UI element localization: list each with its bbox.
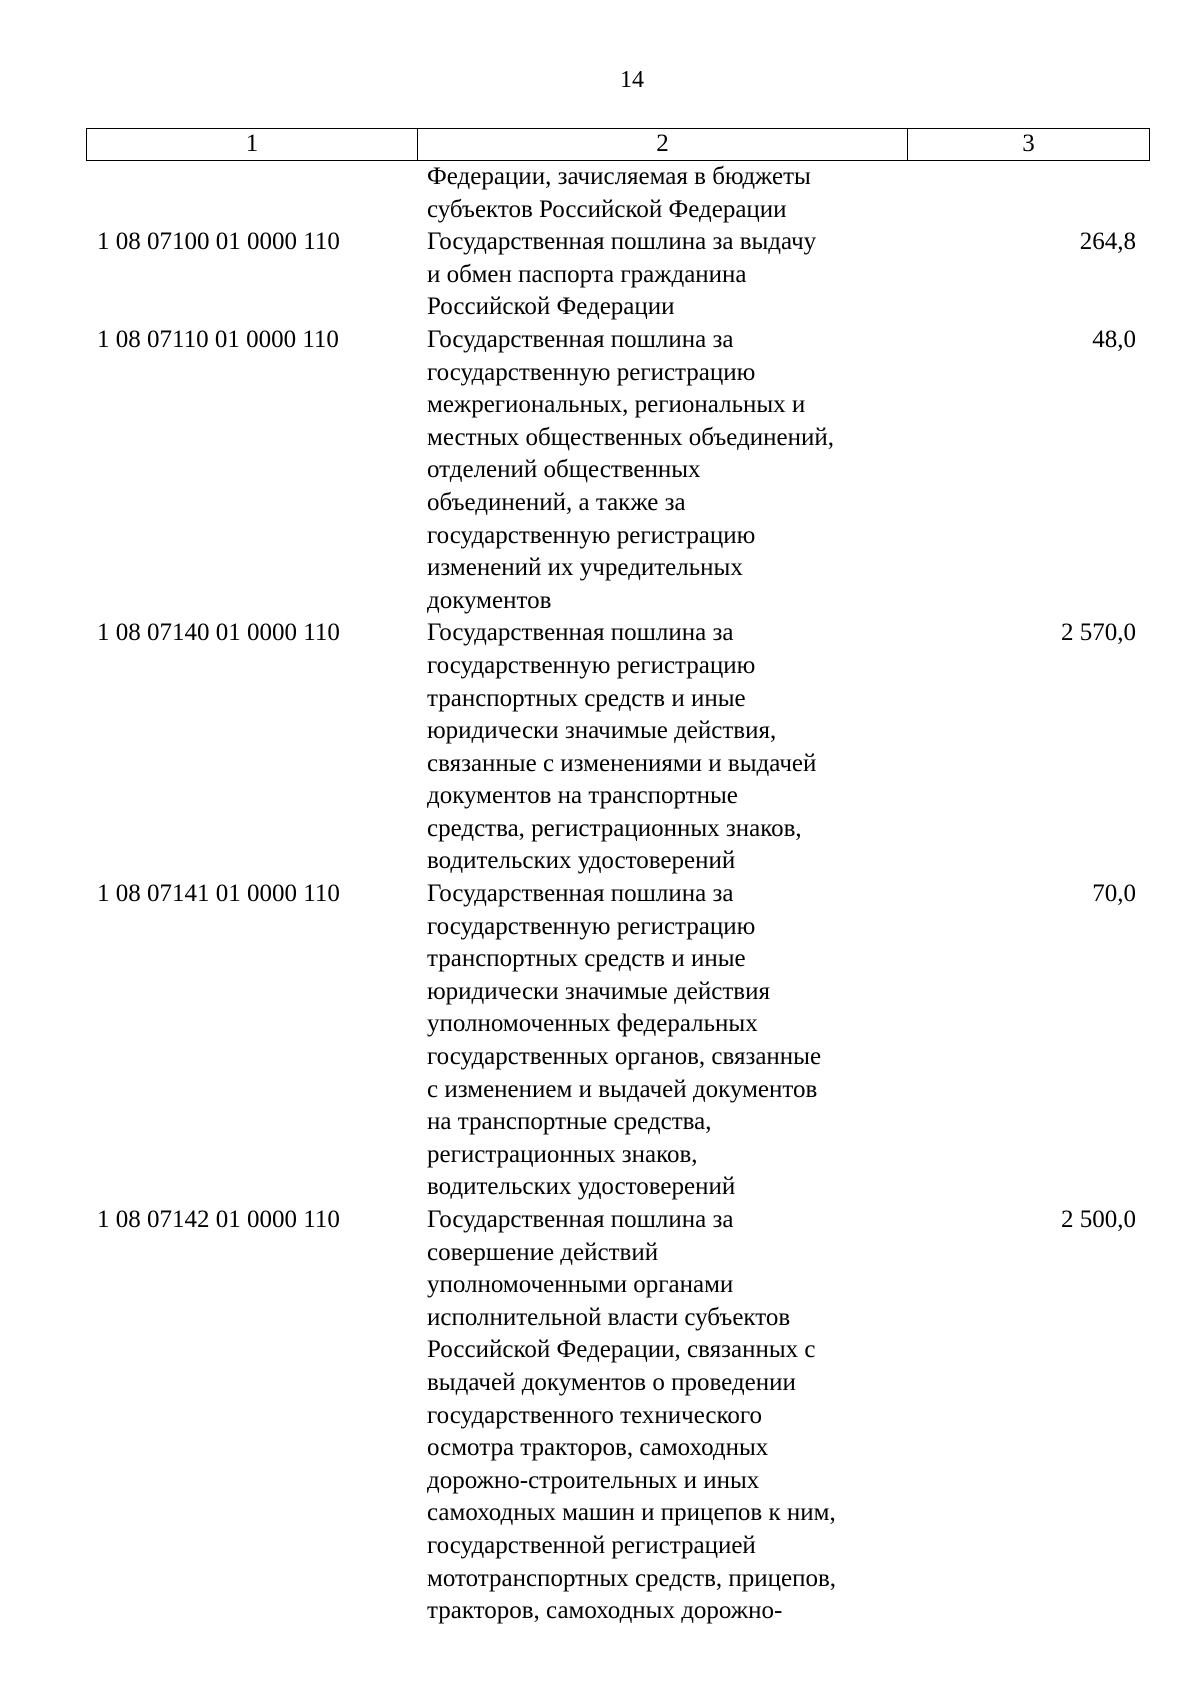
- description-line: Государственная пошлина за: [427, 619, 734, 647]
- table-row: [0, 617, 1200, 878]
- description-line: мототранспортных средств, прицепов,: [427, 1564, 837, 1592]
- description-line: межрегиональных, региональных и: [427, 391, 806, 419]
- description-line: совершение действий: [427, 1238, 659, 1266]
- description-line: юридически значимые действия: [427, 977, 770, 1005]
- table-body: [0, 161, 1200, 1628]
- table-header-row: [86, 128, 1150, 161]
- column-header-3: 3: [1022, 130, 1035, 157]
- budget-code: 1 08 07100 01 0000 110: [97, 228, 340, 256]
- amount-value: 2 500,0: [1061, 1206, 1136, 1233]
- revenue-description: [427, 226, 897, 324]
- description-line: регистрационных знаков,: [427, 1140, 698, 1168]
- description-line: отделений общественных: [427, 456, 701, 484]
- description-line: государственную регистрацию: [427, 358, 756, 386]
- description-line: документов на транспортные: [427, 782, 738, 810]
- description-line: документов: [427, 586, 552, 614]
- description-line: уполномоченными органами: [427, 1271, 734, 1299]
- description-line: государственного технического: [427, 1401, 763, 1429]
- description-line: Государственная пошлина за: [427, 880, 734, 908]
- description-line: и обмен паспорта гражданина: [427, 260, 747, 288]
- budget-code: 1 08 07110 01 0000 110: [97, 325, 339, 353]
- budget-code: 1 08 07140 01 0000 110: [97, 619, 340, 647]
- description-line: транспортных средств и иные: [427, 945, 746, 973]
- description-line: связанные с изменениями и выдачей: [427, 749, 817, 777]
- amount-value: 70,0: [1092, 880, 1136, 908]
- description-line: субъектов Российской Федерации: [427, 195, 787, 223]
- budget-code: 1 08 07141 01 0000 110: [97, 880, 340, 908]
- description-line: водительских удостоверений: [427, 1173, 736, 1201]
- amount-value: 2 570,0: [1061, 619, 1136, 647]
- description-line: тракторов, самоходных дорожно-: [427, 1597, 783, 1625]
- description-line: транспортных средств и иные: [427, 684, 746, 712]
- description-line: на транспортные средства,: [427, 1108, 712, 1136]
- revenue-description: [427, 324, 897, 617]
- description-line: государственных органов, связанные: [427, 1043, 822, 1071]
- description-line: объединений, а также за: [427, 488, 686, 516]
- description-line: с изменением и выдачей документов: [427, 1075, 818, 1103]
- description-line: изменений их учредительных: [427, 554, 743, 582]
- column-header-1: 1: [87, 129, 418, 160]
- page-number: 14: [620, 67, 644, 93]
- revenue-description: [427, 161, 897, 226]
- description-line: выдачей документов о проведении: [427, 1368, 796, 1396]
- description-line: средства, регистрационных знаков,: [427, 814, 802, 842]
- table-row: [0, 161, 1200, 226]
- description-line: осмотра тракторов, самоходных: [427, 1434, 769, 1462]
- description-line: государственной регистрацией: [427, 1531, 756, 1559]
- amount-value: 48,0: [1092, 325, 1136, 353]
- table-row: [0, 1204, 1200, 1628]
- description-line: государственную регистрацию: [427, 912, 756, 940]
- revenue-description: [427, 878, 897, 1204]
- description-line: Российской Федерации, связанных с: [427, 1336, 816, 1364]
- description-line: Государственная пошлина за: [427, 1206, 734, 1233]
- description-line: государственную регистрацию: [427, 651, 756, 679]
- description-line: государственную регистрацию: [427, 521, 756, 549]
- description-line: исполнительной власти субъектов: [427, 1303, 791, 1331]
- description-line: уполномоченных федеральных: [427, 1010, 758, 1038]
- description-line: самоходных машин и прицепов к ним,: [427, 1499, 836, 1527]
- revenue-description: [427, 617, 897, 878]
- table-row: [0, 324, 1200, 617]
- description-line: водительских удостоверений: [427, 847, 736, 875]
- description-line: Государственная пошлина за: [427, 325, 734, 353]
- description-line: юридически значимые действия,: [427, 717, 777, 745]
- table-row: [0, 226, 1200, 324]
- amount-value: 264,8: [1079, 228, 1136, 256]
- description-line: Государственная пошлина за выдачу: [427, 228, 817, 256]
- revenue-description: [427, 1204, 897, 1628]
- budget-code: 1 08 07142 01 0000 110: [97, 1206, 340, 1233]
- description-line: Федерации, зачисляемая в бюджеты: [427, 163, 811, 190]
- description-line: дорожно-строительных и иных: [427, 1466, 760, 1494]
- column-header-2: 2: [418, 129, 908, 160]
- description-line: Российской Федерации: [427, 293, 675, 321]
- description-line: местных общественных объединений,: [427, 423, 835, 451]
- table-row: [0, 878, 1200, 1204]
